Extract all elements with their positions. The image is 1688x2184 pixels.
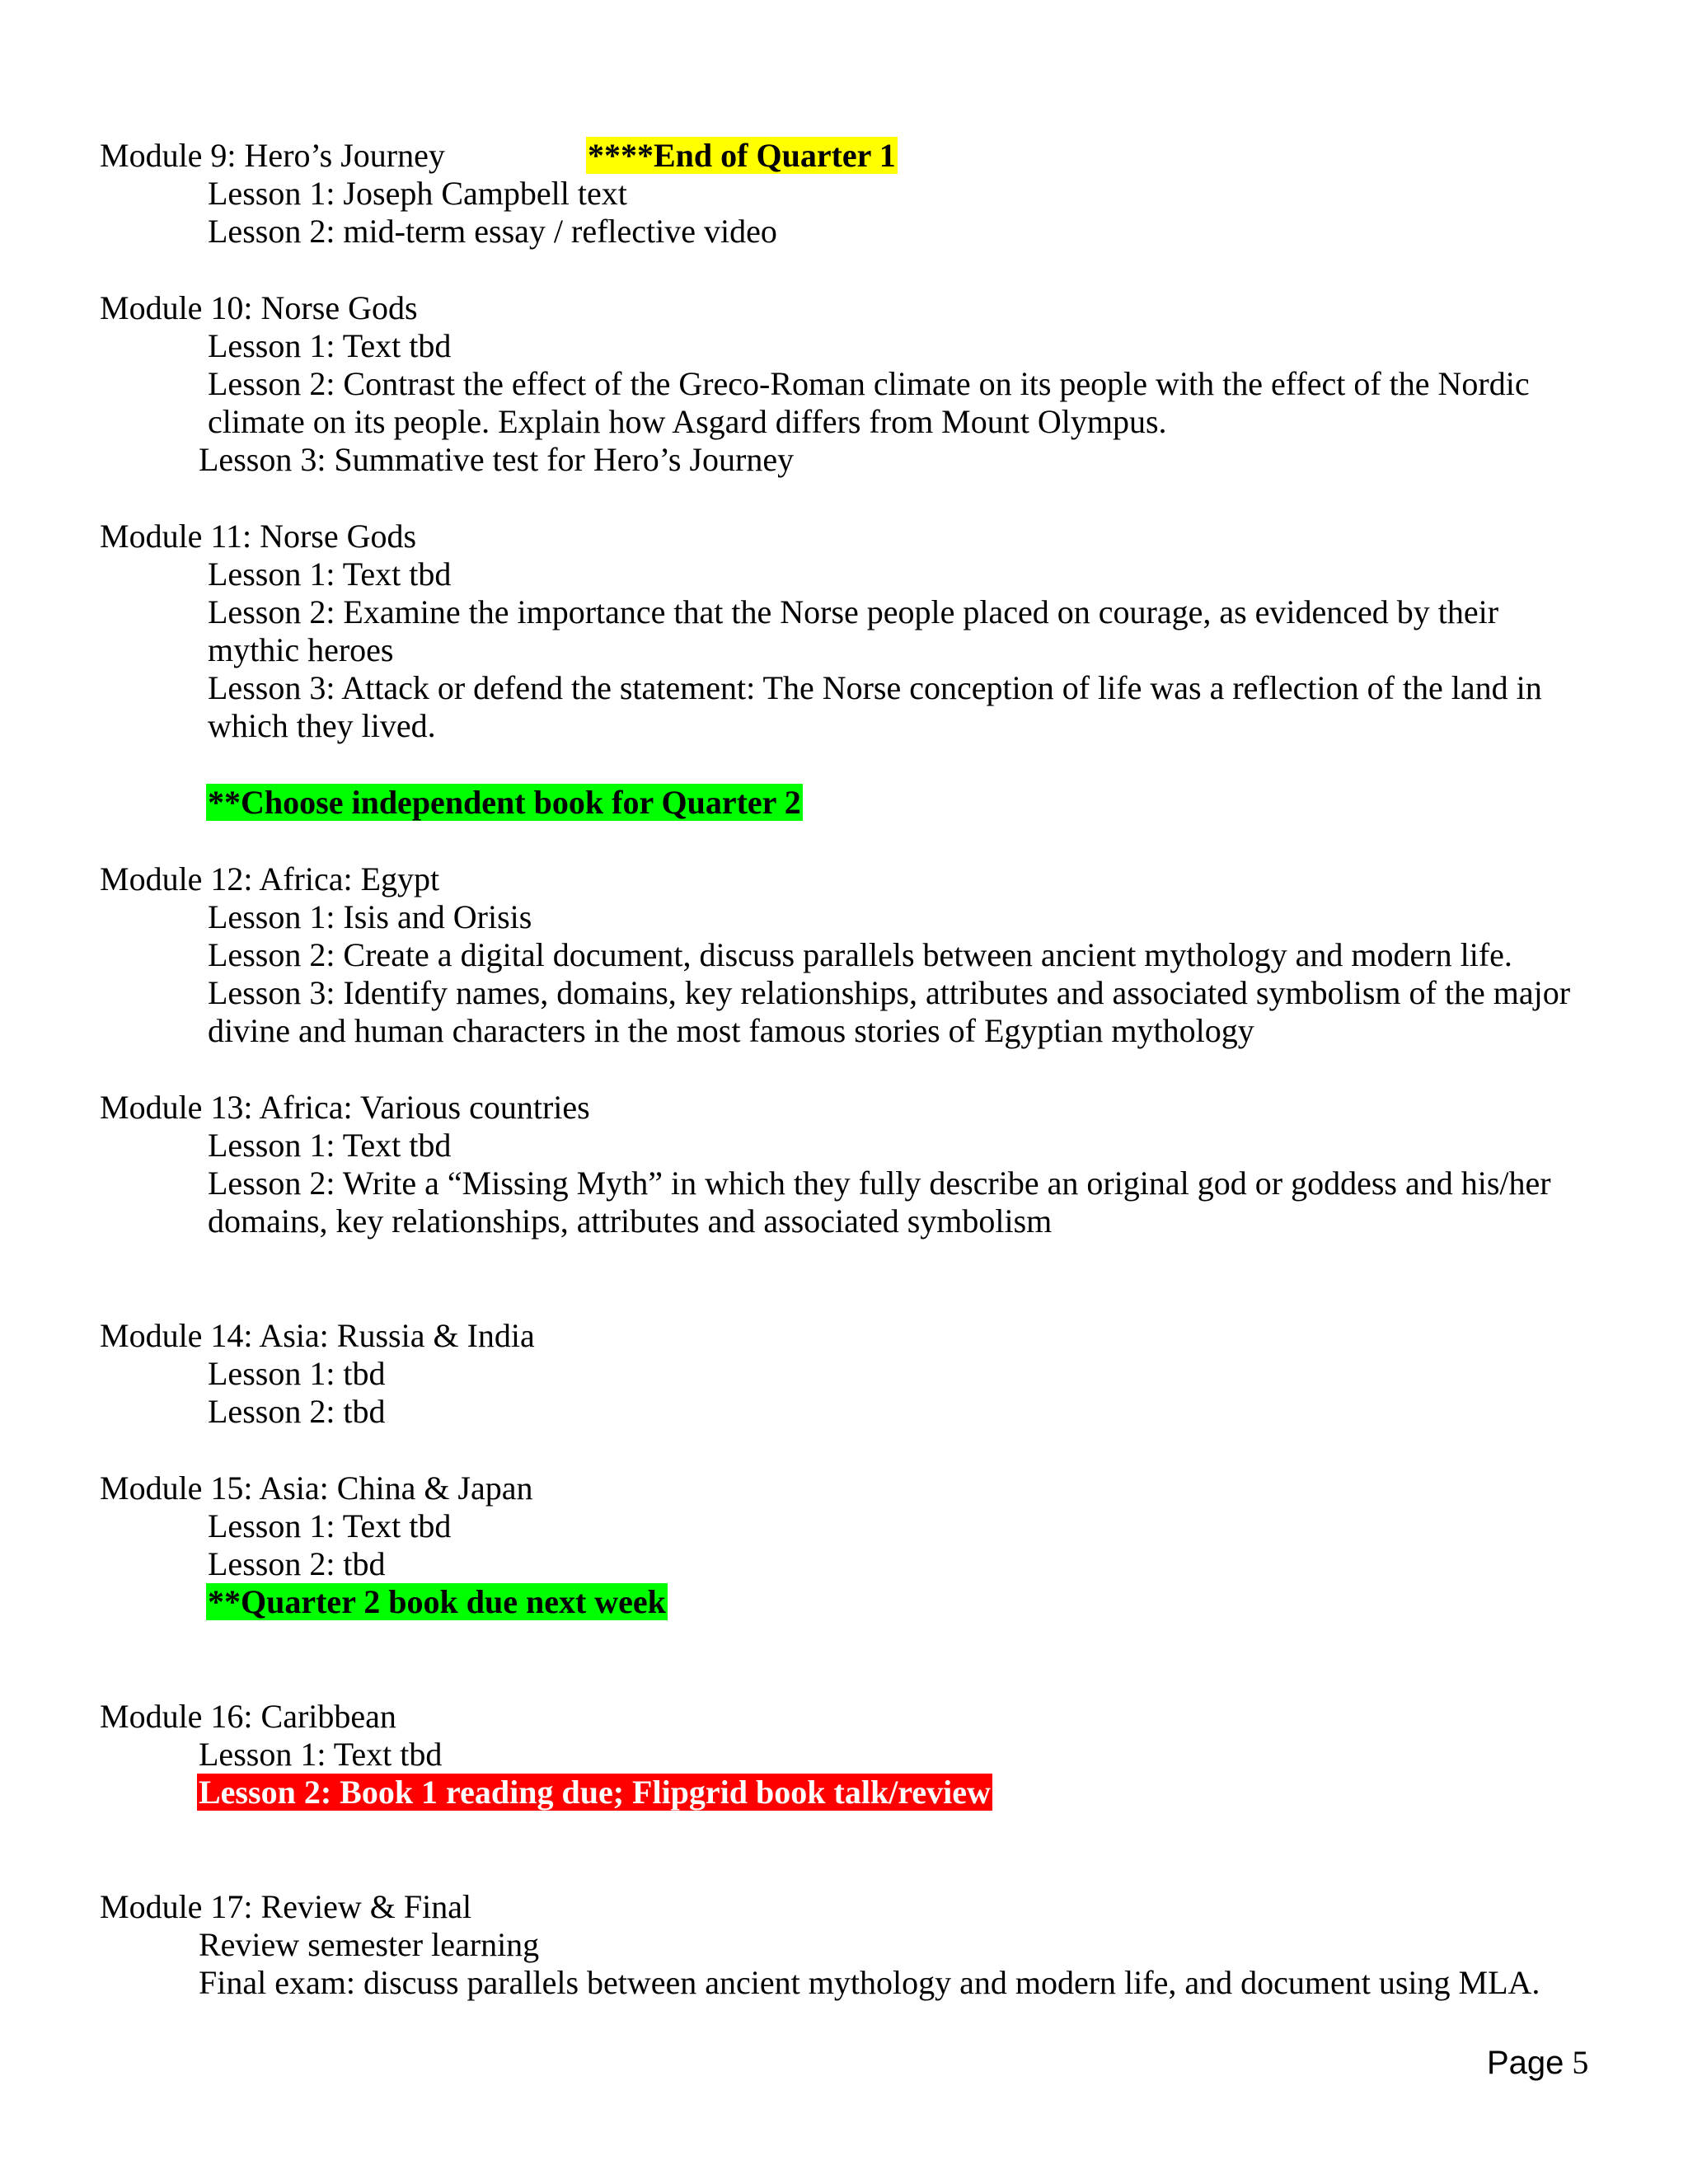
- module-13-lesson-2: Lesson 2: Write a “Missing Myth” in which they fully describe an original god or goddess and his/her: [208, 1165, 1551, 1202]
- page-number-value: 5: [1572, 2044, 1589, 2081]
- module-12-lesson-3: Lesson 3: Identify names, domains, key relationships, attributes and associated symbolism of the major: [208, 974, 1571, 1011]
- module-14-lesson-1: Lesson 1: tbd: [208, 1355, 386, 1392]
- module-13-title: Module 13: Africa: Various countries: [100, 1089, 590, 1126]
- module-12-lesson-3-cont: divine and human characters in the most famous stories of Egyptian mythology: [208, 1012, 1254, 1049]
- module-9-title: Module 9: Hero’s Journey: [100, 137, 445, 174]
- module-16-lesson-2: [197, 1774, 992, 1811]
- module-9-lesson-2: Lesson 2: mid-term essay / reflective video: [208, 213, 777, 250]
- module-17-review: Review semester learning: [199, 1926, 540, 1963]
- module-16-lesson-1: Lesson 1: Text tbd: [199, 1736, 443, 1773]
- page-label: Page: [1487, 2045, 1564, 2081]
- module-10-lesson-3: Lesson 3: Summative test for Hero’s Journey: [199, 441, 795, 478]
- module-14-title: Module 14: Asia: Russia & India: [100, 1317, 535, 1354]
- highlight-green: **Choose independent book for Quarter 2: [208, 784, 801, 821]
- module-12-title: Module 12: Africa: Egypt: [100, 860, 440, 898]
- module-16-title: Module 16: Caribbean: [100, 1698, 396, 1735]
- module-10-lesson-1: Lesson 1: Text tbd: [208, 327, 452, 364]
- module-11-lesson-2-cont: mythic heroes: [208, 631, 394, 668]
- book-due-note: [206, 1583, 668, 1621]
- module-13-lesson-1: Lesson 1: Text tbd: [208, 1127, 452, 1164]
- module-10-lesson-2: Lesson 2: Contrast the effect of the Greco-Roman climate on its people with the effect of the Nordic: [208, 365, 1530, 402]
- module-14-lesson-2: Lesson 2: tbd: [208, 1393, 386, 1430]
- module-12-lesson-1: Lesson 1: Isis and Orisis: [208, 898, 532, 935]
- module-9-lesson-1: Lesson 1: Joseph Campbell text: [208, 175, 627, 212]
- end-of-quarter-1-note: [586, 137, 898, 175]
- module-15-lesson-1: Lesson 1: Text tbd: [208, 1507, 452, 1544]
- module-11-lesson-1: Lesson 1: Text tbd: [208, 555, 452, 593]
- highlight-red: Lesson 2: Book 1 reading due; Flipgrid book talk/review: [199, 1774, 991, 1811]
- highlight-green: **Quarter 2 book due next week: [208, 1583, 666, 1620]
- module-11-lesson-2: Lesson 2: Examine the importance that the Norse people placed on courage, as evidenced by their: [208, 593, 1499, 630]
- highlight-yellow: ****End of Quarter 1: [588, 137, 896, 174]
- module-17-final-exam: Final exam: discuss parallels between ancient mythology and modern life, and document using MLA.: [199, 1964, 1540, 2001]
- module-11-lesson-3-cont: which they lived.: [208, 707, 436, 744]
- module-15-lesson-2: Lesson 2: tbd: [208, 1545, 386, 1582]
- module-11-lesson-3: Lesson 3: Attack or defend the statement: The Norse conception of life was a reflection of the land in: [208, 669, 1542, 706]
- module-17-title: Module 17: Review & Final: [100, 1888, 472, 1925]
- module-15-title: Module 15: Asia: China & Japan: [100, 1469, 533, 1507]
- choose-book-note: [206, 784, 803, 822]
- module-13-lesson-2-cont: domains, key relationships, attributes and associated symbolism: [208, 1202, 1053, 1240]
- module-10-lesson-2-cont: climate on its people. Explain how Asgard differs from Mount Olympus.: [208, 403, 1167, 440]
- module-11-title: Module 11: Norse Gods: [100, 518, 417, 555]
- module-12-lesson-2: Lesson 2: Create a digital document, discuss parallels between ancient mythology and modern life.: [208, 936, 1512, 973]
- module-10-title: Module 10: Norse Gods: [100, 289, 418, 326]
- page-number: [1487, 2044, 1588, 2082]
